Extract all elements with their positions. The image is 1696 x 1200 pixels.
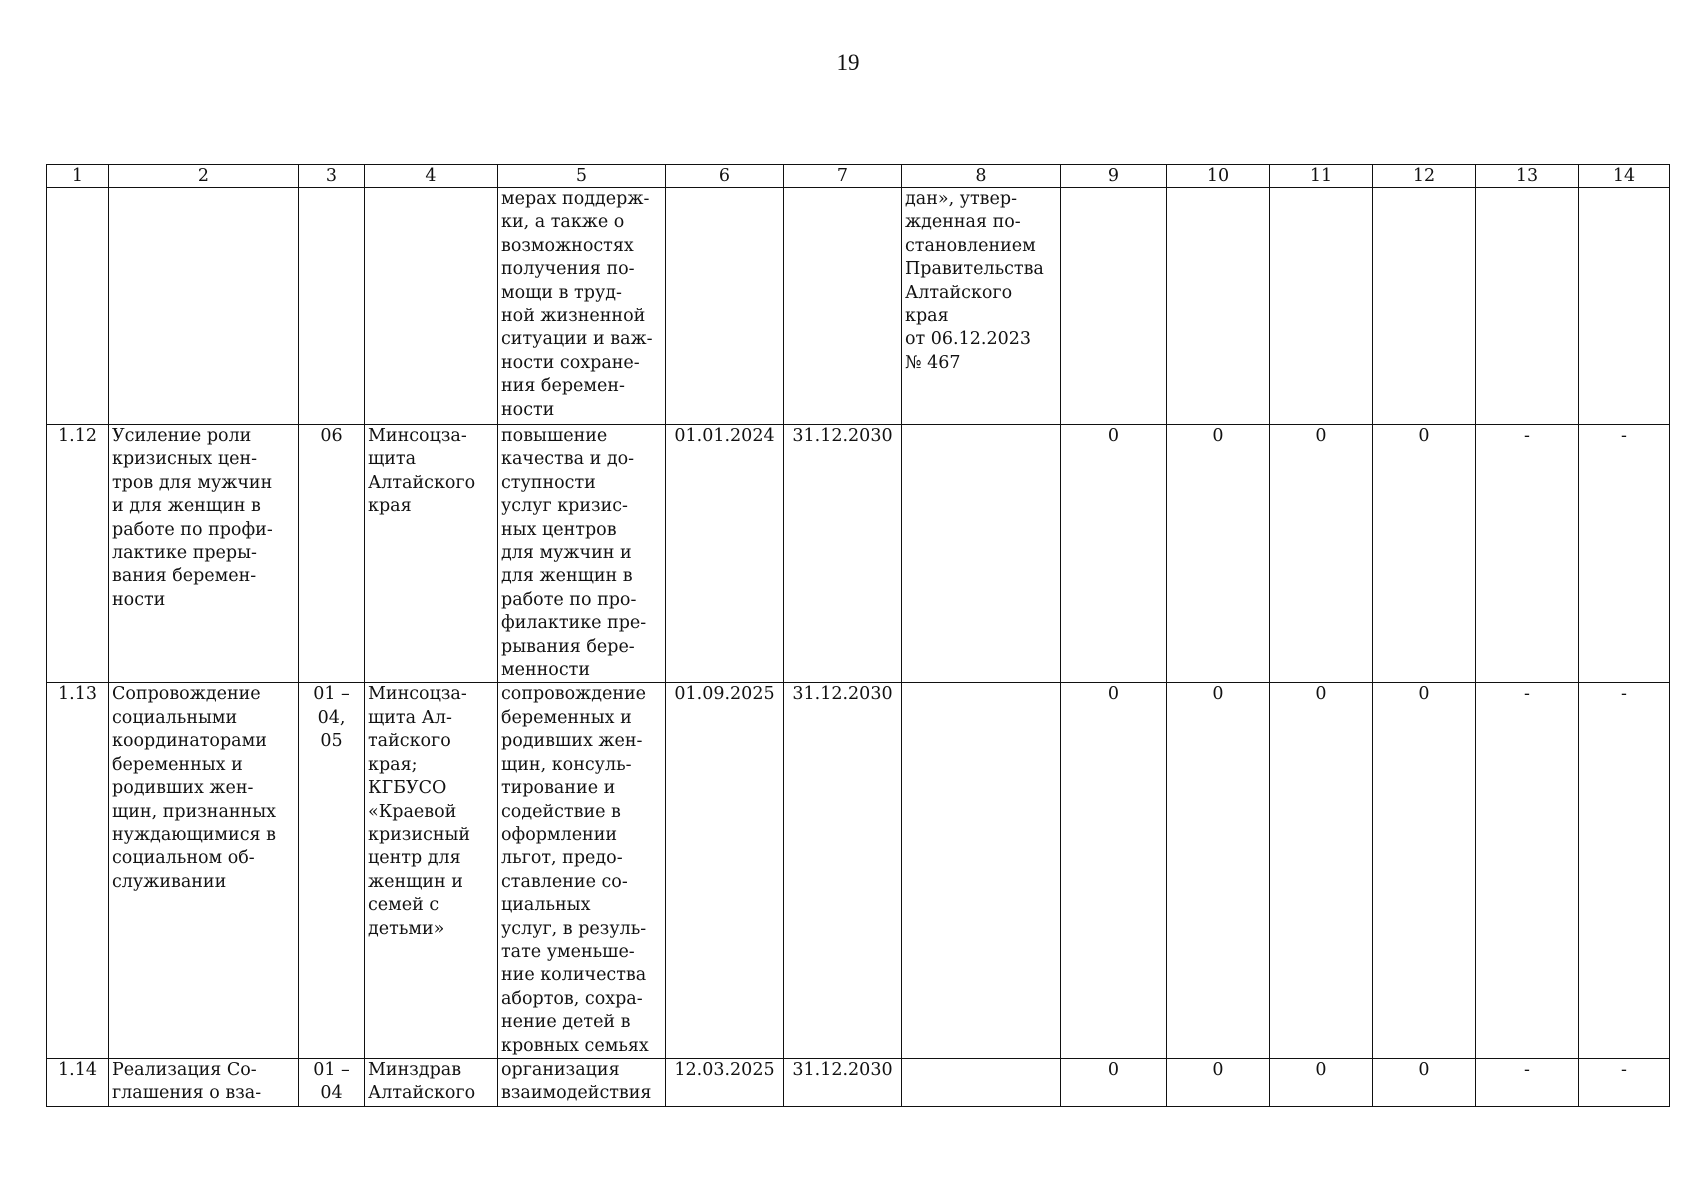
column-header: 7	[784, 165, 902, 188]
cell-executor: Минсоцза- щита Ал- тайского края; КГБУСО «Краевой кризисный центр для женщин и семей с детьми»	[365, 683, 498, 1059]
cell-end-date: 31.12.2030	[784, 683, 902, 1059]
cell-executor: Минсоцза- щита Алтайского края	[365, 425, 498, 683]
cell-value	[1579, 188, 1670, 425]
cell-value: -	[1476, 1058, 1579, 1106]
cell-value: 0	[1373, 1058, 1476, 1106]
cell-value: -	[1579, 425, 1670, 683]
column-header: 14	[1579, 165, 1670, 188]
cell-measure	[109, 188, 299, 425]
cell-value: -	[1579, 1058, 1670, 1106]
cell-value: 0	[1373, 683, 1476, 1059]
column-header: 9	[1061, 165, 1167, 188]
column-header: 6	[666, 165, 784, 188]
cell-result: повышение качества и до- ступности услуг кризис- ных центров для мужчин и для женщин в работе по про- филактике пре- рывания бере- менности	[498, 425, 666, 683]
cell-value: 0	[1373, 425, 1476, 683]
cell-document: дан», утвер- жденная по- становлением Правительства Алтайского края от 06.12.2023 № 467	[902, 188, 1061, 425]
cell-start-date: 12.03.2025	[666, 1058, 784, 1106]
cell-executor: Минздрав Алтайского	[365, 1058, 498, 1106]
cell-value	[1167, 188, 1270, 425]
column-header: 11	[1270, 165, 1373, 188]
table-row	[47, 425, 1670, 683]
column-header: 3	[299, 165, 365, 188]
cell-value: 0	[1061, 1058, 1167, 1106]
measures-table	[46, 164, 1670, 1107]
cell-document	[902, 683, 1061, 1059]
table-row	[47, 1058, 1670, 1106]
page-number: 19	[836, 50, 860, 75]
cell-end-date: 31.12.2030	[784, 1058, 902, 1106]
table-row	[47, 683, 1670, 1059]
cell-value: -	[1476, 683, 1579, 1059]
cell-start-date: 01.09.2025	[666, 683, 784, 1059]
cell-measure: Сопровождение социальными координаторами беременных и родивших жен- щин, признанных нуждающимися в социальном об- служивании	[109, 683, 299, 1059]
cell-value	[1476, 188, 1579, 425]
cell-number: 1.12	[47, 425, 109, 683]
header-row	[47, 165, 1670, 188]
column-header: 1	[47, 165, 109, 188]
cell-value	[1061, 188, 1167, 425]
cell-value: 0	[1167, 1058, 1270, 1106]
cell-document	[902, 1058, 1061, 1106]
cell-code: 06	[299, 425, 365, 683]
cell-executor	[365, 188, 498, 425]
cell-value: -	[1579, 683, 1670, 1059]
cell-start-date: 01.01.2024	[666, 425, 784, 683]
cell-value: 0	[1167, 683, 1270, 1059]
cell-number: 1.13	[47, 683, 109, 1059]
cell-number: 1.14	[47, 1058, 109, 1106]
cell-code: 01 – 04	[299, 1058, 365, 1106]
column-header: 13	[1476, 165, 1579, 188]
column-header: 12	[1373, 165, 1476, 188]
cell-value: 0	[1270, 425, 1373, 683]
cell-value: 0	[1061, 683, 1167, 1059]
cell-result: организация взаимодействия	[498, 1058, 666, 1106]
column-header: 2	[109, 165, 299, 188]
column-header: 10	[1167, 165, 1270, 188]
cell-measure: Реализация Со- глашения о вза-	[109, 1058, 299, 1106]
cell-value: 0	[1167, 425, 1270, 683]
cell-measure: Усиление роли кризисных цен- тров для мужчин и для женщин в работе по профи- лактике преры- вания беремен- ности	[109, 425, 299, 683]
cell-value	[1270, 188, 1373, 425]
cell-value: 0	[1270, 683, 1373, 1059]
column-header: 4	[365, 165, 498, 188]
cell-result: сопровождение беременных и родивших жен- щин, консуль- тирование и содействие в оформлении льгот, предо- ставление со- циальных услуг, в резуль- тате уменьше- ние количества абортов, сохра- нение детей в кровных семьях	[498, 683, 666, 1059]
cell-start-date	[666, 188, 784, 425]
cell-value: -	[1476, 425, 1579, 683]
cell-number	[47, 188, 109, 425]
table-row	[47, 188, 1670, 425]
cell-value	[1373, 188, 1476, 425]
cell-end-date	[784, 188, 902, 425]
cell-value: 0	[1061, 425, 1167, 683]
cell-end-date: 31.12.2030	[784, 425, 902, 683]
column-header: 8	[902, 165, 1061, 188]
cell-value: 0	[1270, 1058, 1373, 1106]
cell-result: мерах поддерж- ки, а также о возможностях получения по- мощи в труд- ной жизненной ситуации и важ- ности сохране- ния беремен- ности	[498, 188, 666, 425]
cell-document	[902, 425, 1061, 683]
cell-code	[299, 188, 365, 425]
cell-code: 01 – 04, 05	[299, 683, 365, 1059]
column-header: 5	[498, 165, 666, 188]
